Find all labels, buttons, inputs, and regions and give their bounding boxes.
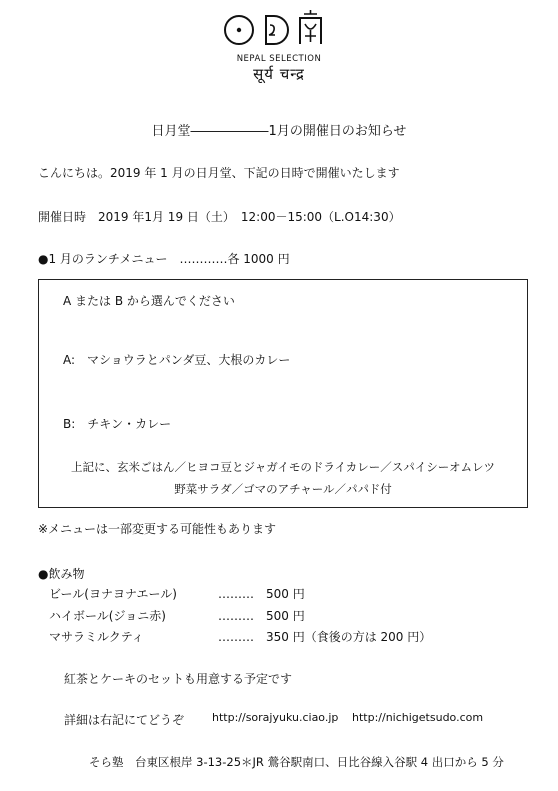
menu-choose-text: A または B から選んでください xyxy=(63,294,235,308)
drinks-heading: ●飲み物 xyxy=(38,567,85,581)
drink-name: マサラミルクティ xyxy=(49,630,144,644)
details-url-sorajyuku[interactable]: http://sorajyuku.ciao.jp xyxy=(212,711,339,724)
drink-price: ……… 350 円（食後の方は 200 円） xyxy=(218,630,432,644)
drink-name: ハイボール(ジョニ赤) xyxy=(49,609,166,623)
menu-sides-line-1: 上記に、玄米ごはん／ヒヨコ豆とジャガイモのドライカレー／スパイシーオムレツ xyxy=(70,460,495,474)
date-line: 開催日時 2019 年1月 19 日（土） 12:00－15:00（L.O14:30） xyxy=(38,210,401,224)
menu-option-b: B: チキン・カレー xyxy=(63,417,172,431)
drink-price: ……… 500 円 xyxy=(218,587,305,601)
lunch-heading: ●1 月のランチメニュー …………各 1000 円 xyxy=(38,252,290,266)
logo-subtitle: NEPAL SELECTION xyxy=(236,54,322,64)
page-title: 日月堂――――――1月の開催日のお知らせ xyxy=(151,124,407,139)
cake-note: 紅茶とケーキのセットも用意する予定です xyxy=(64,672,293,686)
menu-notice: ※メニューは一部変更する可能性もあります xyxy=(38,522,277,536)
greeting-text: こんにちは。2019 年 1 月の日月堂、下記の日時で開催いたします xyxy=(38,166,400,180)
drink-name: ビール(ヨナヨナエール) xyxy=(49,587,177,601)
logo-script: सूर्य चन्द्र xyxy=(253,65,305,83)
drink-price: ……… 500 円 xyxy=(218,609,305,623)
nichigetsudo-logo-icon xyxy=(219,8,339,52)
menu-option-a: A: マショウラとパンダ豆、大根のカレー xyxy=(63,353,291,367)
menu-box xyxy=(38,279,528,508)
address-line: そら塾 台東区根岸 3-13-25＊JR 鶯谷駅南口、日比谷線入谷駅 4 出口から 5 分 xyxy=(89,755,504,769)
details-url-nichigetsudo[interactable]: http://nichigetsudo.com xyxy=(352,711,484,724)
menu-sides-line-2: 野菜サラダ／ゴマのアチャール／パパド付 xyxy=(174,482,392,496)
logo xyxy=(0,8,558,84)
details-label: 詳細は右記にてどうぞ xyxy=(64,713,185,727)
